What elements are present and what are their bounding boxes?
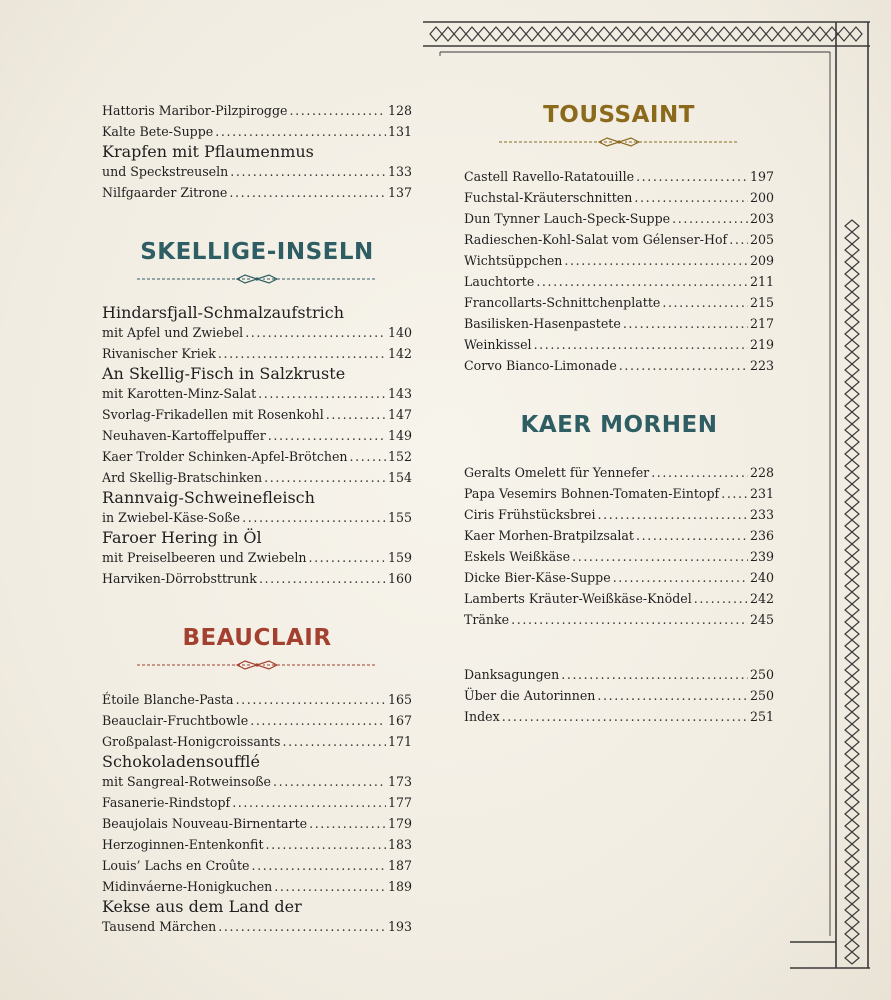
section-heading-kaer-morhen: KAER MORHEN <box>520 412 718 438</box>
toc-entry-row <box>464 187 774 208</box>
toc-entry-page-number: 193 <box>387 919 412 934</box>
dot-leader <box>694 588 748 609</box>
toc-entry <box>102 182 412 203</box>
toc-entry <box>464 271 774 292</box>
dot-leader <box>534 334 748 355</box>
toc-entry-row <box>464 588 774 609</box>
toc-entry-page-number: 179 <box>387 816 412 831</box>
toc-entry <box>464 504 774 525</box>
toc-entry-row <box>102 547 412 568</box>
toc-entry-page-number: 228 <box>749 465 774 480</box>
toc-entry-title: Neuhaven-Kartoffelpuffer <box>102 428 266 443</box>
toc-entry <box>464 250 774 271</box>
dot-leader <box>218 343 386 364</box>
toc-entry <box>464 462 774 483</box>
toc-entry-page-number: 142 <box>387 346 412 361</box>
toc-entry-page-number: 183 <box>387 837 412 852</box>
toc-entry-page-number: 215 <box>749 295 774 310</box>
toc-entry <box>102 142 412 182</box>
toc-entry-title: Beaujolais Nouveau-Birnentarte <box>102 816 308 831</box>
toc-entry <box>464 292 774 313</box>
toc-entry-row <box>102 916 412 937</box>
toc-entry-row <box>464 525 774 546</box>
toc-entry-row <box>464 706 774 727</box>
toc-entry <box>102 568 412 589</box>
toc-entry-title: Rivanischer Kriek <box>102 346 216 361</box>
toc-entry <box>102 855 412 876</box>
toc-entry-row <box>102 161 412 182</box>
toc-entry-row <box>102 731 412 752</box>
toc-entry-row <box>464 166 774 187</box>
toc-entry <box>102 100 412 121</box>
dot-leader <box>536 271 748 292</box>
toc-entry-page-number: 240 <box>749 570 774 585</box>
divider-ornament <box>137 273 377 285</box>
dot-leader <box>623 313 748 334</box>
toc-entry-row <box>464 685 774 706</box>
dot-leader <box>230 161 386 182</box>
toc-entry-page-number: 128 <box>387 103 412 118</box>
toc-entry-title: Ciris Frühstücksbrei <box>464 507 596 522</box>
dot-leader <box>636 166 748 187</box>
toc-entry-page-number: 200 <box>749 190 774 205</box>
dot-leader <box>309 813 386 834</box>
toc-entry-page-number: 250 <box>749 667 774 682</box>
toc-entry-row <box>102 343 412 364</box>
toc-entry-row <box>464 664 774 685</box>
dot-leader <box>308 547 385 568</box>
dot-leader <box>245 322 386 343</box>
toc-entry <box>102 446 412 467</box>
toc-entry <box>102 303 412 343</box>
toc-entry-row <box>102 792 412 813</box>
dot-leader <box>597 685 748 706</box>
toc-entry-title: Index <box>464 709 500 724</box>
toc-entry-title: Großpalast-Honigcroissants <box>102 734 281 749</box>
toc-entry-row <box>102 834 412 855</box>
toc-entry-page-number: 173 <box>387 774 412 789</box>
dot-leader <box>572 546 748 567</box>
toc-entry-title: Weinkissel <box>464 337 532 352</box>
toc-entry <box>464 355 774 376</box>
toc-entry-page-number: 209 <box>749 253 774 268</box>
toc-entry-title: Nilfgaarder Zitrone <box>102 185 228 200</box>
toc-entry-title: Dicke Bier-Käse-Suppe <box>464 570 611 585</box>
toc-entry-title: Lamberts Kräuter-Weißkäse-Knödel <box>464 591 692 606</box>
toc-entry <box>464 588 774 609</box>
toc-entry-title: in Zwiebel-Käse-Soße <box>102 510 241 525</box>
toc-entry-row <box>102 121 412 142</box>
toc-entry-title: Kalte Bete-Suppe <box>102 124 214 139</box>
toc-entry-page-number: 217 <box>749 316 774 331</box>
toc-entry-row <box>102 855 412 876</box>
toc-entry-title: Papa Vesemirs Bohnen-Tomaten-Eintopf <box>464 486 720 501</box>
toc-entry-row <box>464 609 774 630</box>
dot-leader <box>564 250 748 271</box>
toc-entry <box>102 488 412 528</box>
toc-entry-title: Danksagungen <box>464 667 560 682</box>
divider-ornament <box>137 659 377 671</box>
toc-entry-row <box>102 322 412 343</box>
toc-entry <box>102 792 412 813</box>
toc-entry-title: Herzoginnen-Entenkonfit <box>102 837 264 852</box>
toc-entry-row <box>102 568 412 589</box>
toc-entry-title: Étoile Blanche-Pasta <box>102 692 234 707</box>
toc-entry-page-number: 231 <box>749 486 774 501</box>
toc-entry-row <box>464 567 774 588</box>
section-toussaint <box>464 100 774 148</box>
toc-entry <box>464 685 774 706</box>
toc-entry-page-number: 147 <box>387 407 412 422</box>
dot-leader <box>619 355 748 376</box>
toc-entry-page-number: 211 <box>749 274 774 289</box>
toc-entry-page-number: 197 <box>749 169 774 184</box>
toc-entry-title: Svorlag-Frikadellen mit Rosenkohl <box>102 407 324 422</box>
toc-entry-title-line: Rannvaig-Schweinefleisch <box>102 488 315 507</box>
toc-entry-page-number: 245 <box>749 612 774 627</box>
dot-leader <box>274 876 386 897</box>
dot-leader <box>651 462 748 483</box>
toc-entry-page-number: 223 <box>749 358 774 373</box>
toc-entry <box>102 710 412 731</box>
toc-entry-page-number: 171 <box>387 734 412 749</box>
dot-leader <box>242 507 386 528</box>
toc-entry-row <box>102 383 412 404</box>
toc-entry <box>102 528 412 568</box>
dot-leader <box>259 568 386 589</box>
toc-entry-page-number: 205 <box>749 232 774 247</box>
toc-entry-title: Basilisken-Hasenpastete <box>464 316 621 331</box>
dot-leader <box>282 731 385 752</box>
toc-entry-title: Dun Tynner Lauch-Speck-Suppe <box>464 211 671 226</box>
toc-entry <box>464 706 774 727</box>
toc-entry-page-number: 219 <box>749 337 774 352</box>
dot-leader <box>636 525 748 546</box>
toc-entry <box>464 525 774 546</box>
toc-entry <box>464 664 774 685</box>
toc-entry-row <box>464 462 774 483</box>
toc-entry <box>464 313 774 334</box>
dot-leader <box>326 404 386 425</box>
toc-entry-title: Geralts Omelett für Yennefer <box>464 465 650 480</box>
section-beauclair <box>102 623 412 671</box>
toc-entry <box>102 897 412 937</box>
toc-entry-page-number: 177 <box>387 795 412 810</box>
toc-list-back-matter <box>464 664 774 727</box>
left-column <box>102 100 412 937</box>
toc-entry <box>464 187 774 208</box>
toc-entry-row <box>464 334 774 355</box>
toc-entry <box>102 752 412 792</box>
dot-leader <box>561 664 748 685</box>
toc-list-beauclair <box>102 689 412 937</box>
toc-entry-row <box>464 546 774 567</box>
toc-entry <box>102 731 412 752</box>
toc-entry-row <box>102 813 412 834</box>
toc-entry-title: Harviken-Dörrobsttrunk <box>102 571 257 586</box>
section-kaer-morhen <box>464 410 774 440</box>
toc-list-toussaint <box>464 166 774 376</box>
dot-leader <box>266 834 386 855</box>
toc-entry-title: Midinváerne-Honigkuchen <box>102 879 273 894</box>
toc-entry-row <box>102 446 412 467</box>
toc-entry-row <box>102 467 412 488</box>
dot-leader <box>218 916 386 937</box>
dot-leader <box>634 187 748 208</box>
toc-entry-title: Radieschen-Kohl-Salat vom Gélenser-Hof <box>464 232 728 247</box>
toc-entry-row <box>464 292 774 313</box>
toc-entry-row <box>102 876 412 897</box>
toc-entry-title: Louis’ Lachs en Croûte <box>102 858 250 873</box>
section-heading-skellige: SKELLIGE-INSELN <box>140 239 374 265</box>
toc-entry-page-number: 242 <box>749 591 774 606</box>
toc-entry-title: mit Preiselbeeren und Zwiebeln <box>102 550 307 565</box>
dot-leader <box>721 483 748 504</box>
toc-entry-title: Wichtsüppchen <box>464 253 563 268</box>
toc-entry-page-number: 187 <box>387 858 412 873</box>
dot-leader <box>236 689 386 710</box>
dot-leader <box>264 467 386 488</box>
toc-entry-title: Hattoris Maribor-Pilzpirogge <box>102 103 288 118</box>
toc-entry-page-number: 236 <box>749 528 774 543</box>
toc-entry-row <box>102 182 412 203</box>
section-heading-beauclair: BEAUCLAIR <box>182 625 332 651</box>
toc-entry-row <box>464 271 774 292</box>
toc-entry-page-number: 154 <box>387 470 412 485</box>
toc-entry-title: Castell Ravello-Ratatouille <box>464 169 635 184</box>
toc-entry-row <box>464 504 774 525</box>
toc-entry-title: Über die Autorinnen <box>464 688 596 703</box>
toc-entry-title: Corvo Bianco-Limonade <box>464 358 617 373</box>
toc-entry-title: Kaer Trolder Schinken-Apfel-Brötchen <box>102 449 348 464</box>
toc-entry <box>102 834 412 855</box>
right-column <box>464 100 774 727</box>
dot-leader <box>598 504 748 525</box>
toc-entry-row <box>102 710 412 731</box>
toc-entry <box>102 813 412 834</box>
dot-leader <box>215 121 386 142</box>
toc-entry-page-number: 239 <box>749 549 774 564</box>
toc-entry-title-line: Faroer Hering in Öl <box>102 528 262 547</box>
toc-entry-page-number: 233 <box>749 507 774 522</box>
toc-entry-title: und Speckstreuseln <box>102 164 229 179</box>
toc-entry-page-number: 149 <box>387 428 412 443</box>
toc-entry-row <box>102 689 412 710</box>
toc-entry-page-number: 203 <box>749 211 774 226</box>
toc-entry-title: Tausend Märchen <box>102 919 217 934</box>
divider-ornament <box>499 136 739 148</box>
toc-entry-row <box>102 100 412 121</box>
toc-entry-page-number: 140 <box>387 325 412 340</box>
toc-entry-row <box>464 313 774 334</box>
dot-leader <box>350 446 386 467</box>
section-heading-toussaint: TOUSSAINT <box>543 102 695 128</box>
toc-entry-row <box>102 771 412 792</box>
toc-entry <box>102 121 412 142</box>
toc-entry <box>102 876 412 897</box>
toc-entry <box>102 425 412 446</box>
toc-entry-page-number: 165 <box>387 692 412 707</box>
toc-entry <box>102 364 412 404</box>
toc-entry-row <box>102 507 412 528</box>
dot-leader <box>672 208 748 229</box>
dot-leader <box>232 792 386 813</box>
dot-leader <box>613 567 748 588</box>
toc-entry-row <box>464 229 774 250</box>
toc-entry <box>464 609 774 630</box>
dot-leader <box>290 100 386 121</box>
toc-entry-page-number: 137 <box>387 185 412 200</box>
dot-leader <box>662 292 748 313</box>
toc-entry-title-line: Krapfen mit Pflaumenmus <box>102 142 314 161</box>
toc-entry-title-line: Hindarsfjall-Schmalzaufstrich <box>102 303 344 322</box>
dot-leader <box>258 383 386 404</box>
toc-entry <box>464 567 774 588</box>
dot-leader <box>502 706 748 727</box>
toc-entry-title: Fasanerie-Rindstopf <box>102 795 231 810</box>
dot-leader <box>729 229 748 250</box>
toc-entry-page-number: 152 <box>387 449 412 464</box>
toc-entry-title-line: Kekse aus dem Land der <box>102 897 302 916</box>
toc-entry-title: Beauclair-Fruchtbowle <box>102 713 249 728</box>
toc-entry-page-number: 159 <box>387 550 412 565</box>
toc-entry-row <box>464 483 774 504</box>
toc-entry-row <box>464 355 774 376</box>
toc-entry-page-number: 155 <box>387 510 412 525</box>
toc-entry <box>464 229 774 250</box>
toc-entry-title: Eskels Weißkäse <box>464 549 571 564</box>
toc-list-skellige <box>102 303 412 589</box>
toc-entry <box>464 208 774 229</box>
toc-entry-title: Kaer Morhen-Bratpilzsalat <box>464 528 634 543</box>
section-skellige <box>102 237 412 285</box>
toc-entry-page-number: 189 <box>387 879 412 894</box>
toc-entry <box>102 689 412 710</box>
toc-entry-title: Fuchstal-Kräuterschnitten <box>464 190 633 205</box>
toc-entry-title: mit Sangreal-Rotweinsoße <box>102 774 272 789</box>
dot-leader <box>250 710 386 731</box>
toc-entry <box>102 467 412 488</box>
toc-list-kaer-morhen <box>464 462 774 630</box>
toc-entry-title-line: Schokoladensoufflé <box>102 752 260 771</box>
toc-entry-row <box>464 208 774 229</box>
toc-entry-page-number: 251 <box>749 709 774 724</box>
toc-entry-page-number: 160 <box>387 571 412 586</box>
toc-entry-page-number: 131 <box>387 124 412 139</box>
toc-entry <box>464 483 774 504</box>
toc-entry <box>464 166 774 187</box>
toc-entry-page-number: 133 <box>387 164 412 179</box>
dot-leader <box>229 182 386 203</box>
toc-entry-page-number: 167 <box>387 713 412 728</box>
toc-entry-row <box>102 404 412 425</box>
toc-entry <box>102 404 412 425</box>
toc-entry <box>464 546 774 567</box>
toc-entry-page-number: 250 <box>749 688 774 703</box>
dot-leader <box>511 609 748 630</box>
toc-entry-title: Ard Skellig-Bratschinken <box>102 470 263 485</box>
toc-entry-row <box>464 250 774 271</box>
toc-entry <box>102 343 412 364</box>
toc-entry-title: mit Apfel und Zwiebel <box>102 325 244 340</box>
toc-entry-title: Francollarts-Schnittchenplatte <box>464 295 661 310</box>
toc-section-intro-entries <box>102 100 412 203</box>
toc-entry-row <box>102 425 412 446</box>
toc-entry-title: Tränke <box>464 612 510 627</box>
dot-leader <box>268 425 386 446</box>
toc-entry-title: mit Karotten-Minz-Salat <box>102 386 257 401</box>
toc-entry <box>464 334 774 355</box>
toc-entry-title: Lauchtorte <box>464 274 535 289</box>
toc-entry-page-number: 143 <box>387 386 412 401</box>
toc-entry-title-line: An Skellig-Fisch in Salzkruste <box>102 364 346 383</box>
dot-leader <box>273 771 386 792</box>
dot-leader <box>252 855 386 876</box>
